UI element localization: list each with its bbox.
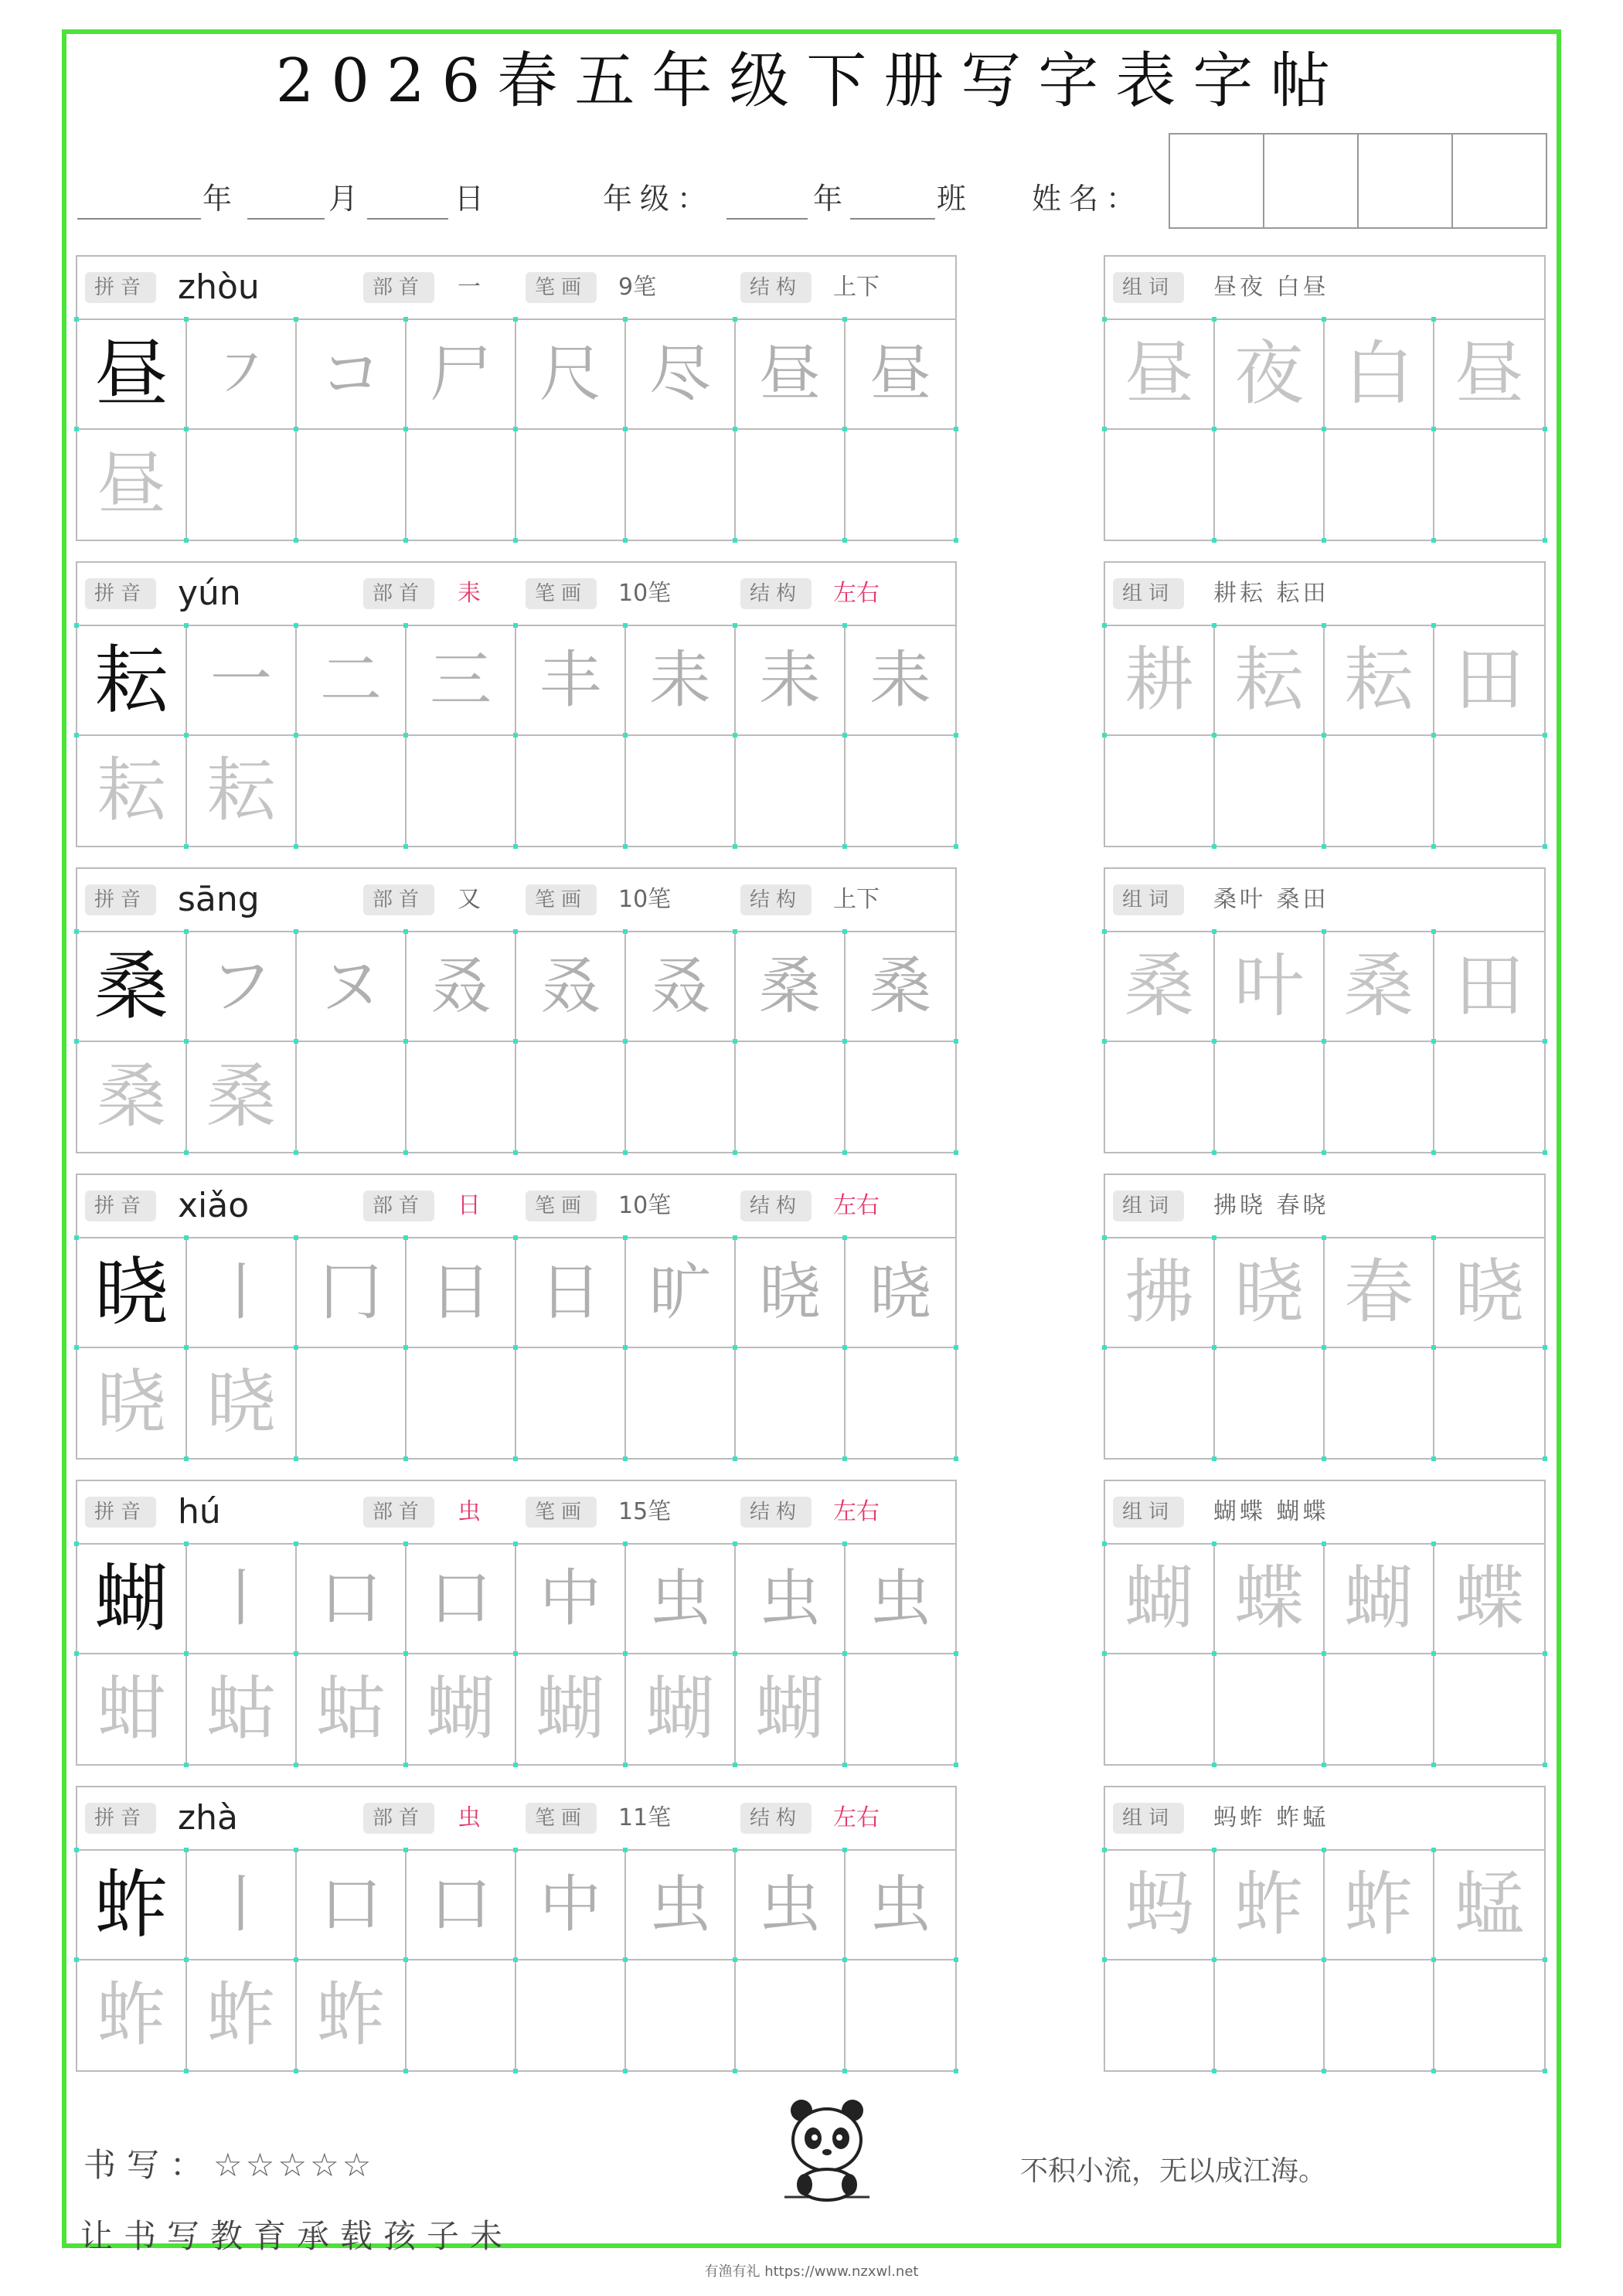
word-block-3 [1104,867,1546,1153]
stroke-order-cell[interactable]: 虫 [626,1851,736,1960]
stroke-order-cell[interactable]: 中 [516,1545,626,1654]
stroke-order-cell[interactable]: 冂 [297,1238,407,1348]
stroke-order-cell[interactable]: 昼 [736,320,846,430]
stroke-order-cell[interactable]: 叒 [407,932,516,1042]
pinyin-value: zhòu [178,267,260,307]
blank-practice-cell[interactable] [626,430,736,540]
strokes-tag: 笔画 [526,578,597,609]
blank-word-cell[interactable] [1215,430,1325,540]
blank-word-cell[interactable] [1325,1042,1434,1152]
stroke-order-cell[interactable]: 丨 [187,1238,297,1348]
trace-cell[interactable]: 蚱 [77,1960,187,2070]
trace-cell[interactable]: 蛄 [297,1654,407,1764]
blank-practice-cell[interactable] [846,430,955,540]
char-block-5 [76,1480,957,1766]
word-trace-cell[interactable]: 蝴 [1325,1545,1434,1654]
class-blank[interactable] [850,218,935,220]
structure-value: 左右 [833,1498,880,1525]
word-info-row [1105,1481,1544,1545]
structure-tag: 结构 [740,884,812,915]
stroke-order-cell[interactable]: 二 [297,626,407,736]
strokes-value: 10笔 [618,886,672,913]
blank-word-cell[interactable] [1434,1654,1544,1764]
stroke-order-cell[interactable]: 口 [407,1851,516,1960]
trace-cell[interactable]: 耘 [77,736,187,846]
blank-practice-cell[interactable] [297,736,407,846]
stroke-order-cell[interactable]: 虫 [736,1851,846,1960]
blank-practice-cell[interactable] [407,736,516,846]
strokes-value: 11笔 [618,1804,672,1831]
word-trace-cell[interactable]: 叶 [1215,932,1325,1042]
day-blank[interactable] [367,218,448,220]
radical-tag: 部首 [363,1191,434,1221]
trace-cell[interactable]: 蛄 [187,1654,297,1764]
writing-grid [77,1238,955,1458]
radical-tag: 部首 [363,1803,434,1834]
blank-word-cell[interactable] [1105,1348,1215,1458]
structure-tag: 结构 [740,1497,812,1528]
strokes-value: 15笔 [618,1498,672,1525]
stroke-order-cell[interactable]: コ [297,320,407,430]
char-info-row [77,1481,955,1545]
blank-practice-cell[interactable] [846,1654,955,1764]
blank-practice-cell[interactable] [736,1960,846,2070]
structure-tag: 结构 [740,1803,812,1834]
word-block-2 [1104,561,1546,847]
blank-practice-cell[interactable] [736,736,846,846]
source-url: 有渔有礼 https://www.nzxwl.net [704,2264,919,2280]
radical-tag: 部首 [363,578,434,609]
stroke-order-cell[interactable]: ヌ [297,932,407,1042]
word-grid [1105,1238,1544,1458]
trace-cell[interactable]: 晓 [77,1348,187,1458]
word-info-row [1105,869,1544,932]
word-trace-cell[interactable]: 蝶 [1434,1545,1544,1654]
word-trace-cell[interactable]: 昼 [1434,320,1544,430]
blank-practice-cell[interactable] [846,736,955,846]
model-char: 耘 [77,626,187,736]
word-trace-cell[interactable]: 耘 [1325,626,1434,736]
writing-grid [77,320,955,540]
radical-tag: 部首 [363,272,434,303]
stroke-order-cell[interactable]: 晓 [846,1238,955,1348]
word-block-6 [1104,1786,1546,2072]
structure-value: 上下 [833,886,880,913]
year-blank[interactable] [77,218,201,220]
blank-word-cell[interactable] [1434,736,1544,846]
blank-practice-cell[interactable] [516,430,626,540]
strokes-tag: 笔画 [526,1803,597,1834]
writing-rating [83,2140,374,2186]
trace-cell[interactable]: 晓 [187,1348,297,1458]
char-info-row [77,869,955,932]
name-box-4[interactable] [1451,133,1547,229]
trace-cell[interactable]: 耘 [187,736,297,846]
blank-practice-cell[interactable] [297,430,407,540]
pinyin-value: yún [178,574,241,613]
stroke-order-cell[interactable]: 口 [297,1545,407,1654]
stroke-order-cell[interactable]: 丨 [187,1851,297,1960]
word-grid [1105,932,1544,1152]
trace-cell[interactable]: 蝴 [736,1654,846,1764]
star-rating-icon[interactable]: ☆☆☆☆☆ [213,2146,375,2184]
char-block-3 [76,867,957,1153]
word-trace-cell[interactable]: 蚱 [1325,1851,1434,1960]
char-block-1 [76,255,957,541]
stroke-order-cell[interactable]: 丨 [187,1545,297,1654]
trace-cell[interactable]: 蚱 [187,1960,297,2070]
stroke-order-cell[interactable]: 耒 [846,626,955,736]
word-trace-cell[interactable]: 白 [1325,320,1434,430]
year-label: 年 [202,182,240,216]
pinyin-tag: 拼音 [85,1191,156,1221]
blank-word-cell[interactable] [1105,736,1215,846]
stroke-order-cell[interactable]: 口 [297,1851,407,1960]
model-char: 昼 [77,320,187,430]
structure-value: 左右 [833,1192,880,1219]
blank-practice-cell[interactable] [297,1348,407,1458]
stroke-order-cell[interactable]: 尺 [516,320,626,430]
blank-practice-cell[interactable] [516,1348,626,1458]
radical-tag: 部首 [363,1497,434,1528]
blank-practice-cell[interactable] [626,1348,736,1458]
structure-value: 上下 [833,274,880,301]
word-trace-cell[interactable]: 耘 [1215,626,1325,736]
stroke-order-cell[interactable]: 桑 [736,932,846,1042]
stroke-order-cell[interactable]: 尸 [407,320,516,430]
writing-grid [77,1545,955,1764]
char-block-4 [76,1174,957,1460]
pinyin-tag: 拼音 [85,1497,156,1528]
char-info-row [77,563,955,626]
name-box-3[interactable] [1357,133,1453,229]
words-tag: 组词 [1113,1191,1184,1221]
words-value: 耕耘 耘田 [1213,580,1329,607]
stroke-order-cell[interactable]: 虫 [846,1851,955,1960]
trace-cell[interactable]: 蝴 [626,1654,736,1764]
words-value: 蝴蝶 蝴蝶 [1213,1498,1329,1525]
words-tag: 组词 [1113,1497,1184,1528]
words-value: 桑叶 桑田 [1213,886,1329,913]
char-info-row [77,1175,955,1238]
word-trace-cell[interactable]: 蝴 [1105,1545,1215,1654]
word-block-4 [1104,1174,1546,1460]
blank-word-cell[interactable] [1434,430,1544,540]
word-trace-cell[interactable]: 田 [1434,932,1544,1042]
stroke-order-cell[interactable]: 桑 [846,932,955,1042]
blank-practice-cell[interactable] [736,1348,846,1458]
stroke-order-cell[interactable]: 虫 [736,1545,846,1654]
stroke-order-cell[interactable]: 耒 [736,626,846,736]
stroke-order-cell[interactable]: 一 [187,626,297,736]
blank-word-cell[interactable] [1215,1654,1325,1764]
radical-value: 日 [458,1192,481,1219]
stroke-order-cell[interactable]: 日 [407,1238,516,1348]
radical-tag: 部首 [363,884,434,915]
grade-blank[interactable] [726,218,808,220]
blank-practice-cell[interactable] [516,736,626,846]
stroke-order-cell[interactable]: 虫 [846,1545,955,1654]
pinyin-value: xiǎo [178,1186,250,1225]
month-label: 月 [328,182,366,216]
blank-practice-cell[interactable] [846,1348,955,1458]
writing-label: 书写： [83,2146,214,2184]
char-block-2 [76,561,957,847]
word-info-row [1105,1175,1544,1238]
blank-practice-cell[interactable] [187,430,297,540]
name-label: 姓名： [1032,182,1144,216]
structure-tag: 结构 [740,272,812,303]
strokes-value: 9笔 [618,274,657,301]
month-blank[interactable] [247,218,325,220]
stroke-order-cell[interactable]: 叒 [626,932,736,1042]
stroke-order-cell[interactable]: 日 [516,1238,626,1348]
radical-value: 又 [458,886,481,913]
pinyin-tag: 拼音 [85,272,156,303]
radical-value: 虫 [458,1498,481,1525]
word-grid [1105,1851,1544,2070]
strokes-value: 10笔 [618,580,672,607]
blank-practice-cell[interactable] [516,1042,626,1152]
model-char: 桑 [77,932,187,1042]
slogan: 让书写教育承载孩子未 [80,2217,514,2255]
blank-word-cell[interactable] [1325,1348,1434,1458]
word-trace-cell[interactable]: 拂 [1105,1238,1215,1348]
blank-word-cell[interactable] [1434,1042,1544,1152]
word-block-5 [1104,1480,1546,1766]
trace-cell[interactable]: 昼 [77,430,187,540]
blank-word-cell[interactable] [1105,1654,1215,1764]
blank-practice-cell[interactable] [516,1960,626,2070]
words-value: 拂晓 春晓 [1213,1192,1329,1219]
pinyin-value: hú [178,1492,221,1531]
stroke-order-cell[interactable]: 叒 [516,932,626,1042]
blank-word-cell[interactable] [1215,1042,1325,1152]
stroke-order-cell[interactable]: 晓 [736,1238,846,1348]
words-tag: 组词 [1113,884,1184,915]
trace-cell[interactable]: 蚱 [297,1960,407,2070]
char-block-6 [76,1786,957,2072]
word-trace-cell[interactable]: 晓 [1434,1238,1544,1348]
blank-practice-cell[interactable] [297,1042,407,1152]
word-trace-cell[interactable]: 蚂 [1105,1851,1215,1960]
pinyin-value: sāng [178,880,260,919]
words-tag: 组词 [1113,578,1184,609]
blank-word-cell[interactable] [1325,430,1434,540]
word-info-row [1105,257,1544,320]
blank-practice-cell[interactable] [407,1960,516,2070]
stroke-order-cell[interactable]: 三 [407,626,516,736]
trace-cell[interactable]: 桑 [77,1042,187,1152]
pinyin-tag: 拼音 [85,1803,156,1834]
stroke-order-cell[interactable]: ㇇ [187,320,297,430]
strokes-value: 10笔 [618,1192,672,1219]
blank-practice-cell[interactable] [736,1042,846,1152]
blank-practice-cell[interactable] [626,1042,736,1152]
trace-cell[interactable]: 蝴 [407,1654,516,1764]
words-tag: 组词 [1113,272,1184,303]
blank-practice-cell[interactable] [736,430,846,540]
word-trace-cell[interactable]: 桑 [1105,932,1215,1042]
word-grid [1105,1545,1544,1764]
word-grid [1105,320,1544,540]
char-info-row [77,257,955,320]
blank-word-cell[interactable] [1105,1960,1215,2070]
stroke-order-cell[interactable]: 虫 [626,1545,736,1654]
pinyin-value: zhà [178,1798,238,1838]
word-trace-cell[interactable]: 春 [1325,1238,1434,1348]
blank-word-cell[interactable] [1215,1348,1325,1458]
strokes-tag: 笔画 [526,272,597,303]
stroke-order-cell[interactable]: 中 [516,1851,626,1960]
panda-icon [784,2093,869,2202]
blank-practice-cell[interactable] [626,736,736,846]
blank-word-cell[interactable] [1215,1960,1325,2070]
char-info-row [77,1787,955,1851]
writing-grid [77,932,955,1152]
stroke-order-cell[interactable]: 耒 [626,626,736,736]
name-box-2[interactable] [1263,133,1359,229]
motto-text: 不积小流，无以成江海。 [1020,2155,1327,2187]
stroke-order-cell[interactable]: 昼 [846,320,955,430]
blank-word-cell[interactable] [1434,1960,1544,2070]
structure-tag: 结构 [740,578,812,609]
word-grid [1105,626,1544,846]
stroke-order-cell[interactable]: フ [187,932,297,1042]
blank-practice-cell[interactable] [626,1960,736,2070]
stroke-order-cell[interactable]: 丰 [516,626,626,736]
words-value: 昼夜 白昼 [1213,274,1329,301]
structure-value: 左右 [833,580,880,607]
blank-practice-cell[interactable] [846,1042,955,1152]
word-trace-cell[interactable]: 晓 [1215,1238,1325,1348]
model-char: 蝴 [77,1545,187,1654]
trace-cell[interactable]: 蝴 [516,1654,626,1764]
blank-word-cell[interactable] [1434,1348,1544,1458]
word-trace-cell[interactable]: 田 [1434,626,1544,736]
name-box-1[interactable] [1169,133,1264,229]
trace-cell[interactable]: 桑 [187,1042,297,1152]
pinyin-tag: 拼音 [85,578,156,609]
words-tag: 组词 [1113,1803,1184,1834]
model-char: 晓 [77,1238,187,1348]
radical-value: 一 [458,274,481,301]
word-trace-cell[interactable]: 蜢 [1434,1851,1544,1960]
word-info-row [1105,1787,1544,1851]
stroke-order-cell[interactable]: 尽 [626,320,736,430]
radical-value: 虫 [458,1804,481,1831]
blank-word-cell[interactable] [1325,1960,1434,2070]
word-block-1 [1104,255,1546,541]
model-char: 蚱 [77,1851,187,1960]
writing-grid [77,626,955,846]
word-trace-cell[interactable]: 蚱 [1215,1851,1325,1960]
stroke-order-cell[interactable]: 旷 [626,1238,736,1348]
writing-grid [77,1851,955,2070]
day-label: 日 [454,182,492,216]
blank-word-cell[interactable] [1325,736,1434,846]
word-trace-cell[interactable]: 耕 [1105,626,1215,736]
class-label: 班 [937,182,975,216]
radical-value: 耒 [458,580,481,607]
pinyin-tag: 拼音 [85,884,156,915]
blank-word-cell[interactable] [1325,1654,1434,1764]
grade-label: 年级： [603,182,715,216]
blank-practice-cell[interactable] [846,1960,955,2070]
blank-practice-cell[interactable] [407,1348,516,1458]
structure-value: 左右 [833,1804,880,1831]
word-trace-cell[interactable]: 昼 [1105,320,1215,430]
grade-unit: 年 [813,182,851,216]
blank-word-cell[interactable] [1105,1042,1215,1152]
structure-tag: 结构 [740,1191,812,1221]
stroke-order-cell[interactable]: 口 [407,1545,516,1654]
word-trace-cell[interactable]: 夜 [1215,320,1325,430]
blank-practice-cell[interactable] [407,1042,516,1152]
blank-practice-cell[interactable] [407,430,516,540]
strokes-tag: 笔画 [526,884,597,915]
trace-cell[interactable]: 蚶 [77,1654,187,1764]
word-info-row [1105,563,1544,626]
words-value: 蚂蚱 蚱蜢 [1213,1804,1329,1831]
word-trace-cell[interactable]: 蝶 [1215,1545,1325,1654]
blank-word-cell[interactable] [1215,736,1325,846]
strokes-tag: 笔画 [526,1191,597,1221]
page-title: 2026春五年级下册写字表字帖 [275,46,1348,116]
word-trace-cell[interactable]: 桑 [1325,932,1434,1042]
blank-word-cell[interactable] [1105,430,1215,540]
strokes-tag: 笔画 [526,1497,597,1528]
